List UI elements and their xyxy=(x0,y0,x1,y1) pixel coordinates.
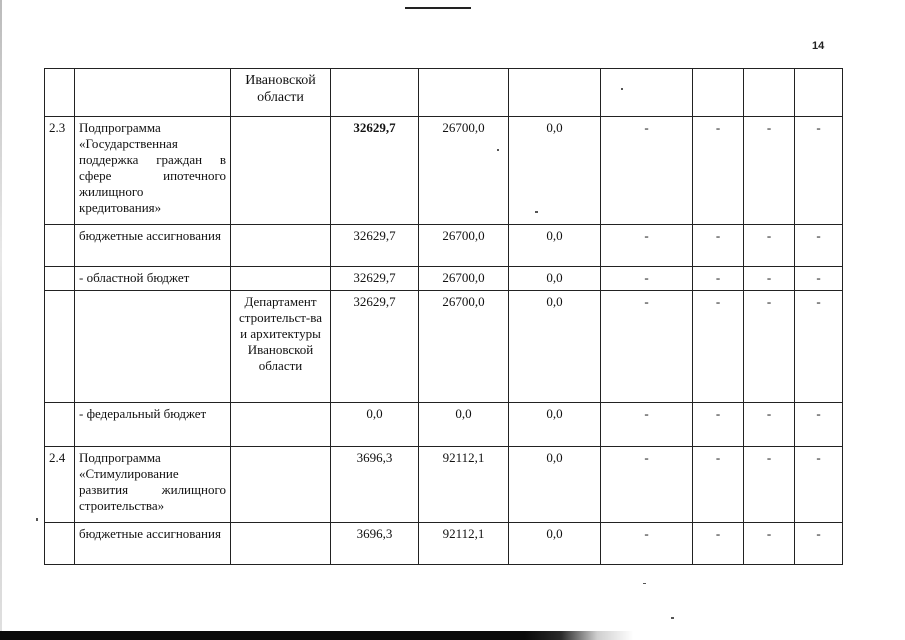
value-col-6: - xyxy=(744,523,795,565)
value-col-4: - xyxy=(601,117,693,225)
row-executor xyxy=(231,523,331,565)
row-name: - областной бюджет xyxy=(75,267,231,291)
table-row xyxy=(45,267,843,291)
table-row xyxy=(45,291,843,403)
value-col-5: - xyxy=(693,523,744,565)
value-col-7: - xyxy=(795,523,843,565)
value-col-6: - xyxy=(744,225,795,267)
row-executor: Департамент строительст-ва и архитектуры Ивановской области xyxy=(231,291,331,403)
value-col-2 xyxy=(419,69,509,117)
row-name: - федеральный бюджет xyxy=(75,403,231,447)
scan-bottom-edge xyxy=(0,631,905,640)
value-col-3: 0,0 xyxy=(509,291,601,403)
value-col-3: 0,0 xyxy=(509,523,601,565)
value-col-3: 0,0 xyxy=(509,403,601,447)
value-col-6: - xyxy=(744,117,795,225)
value-col-5: - xyxy=(693,267,744,291)
row-name: Подпрограмма «Государственная поддержка граждан в сфере ипотечного жилищного кредитования» xyxy=(75,117,231,225)
value-col-4: - xyxy=(601,225,693,267)
value-col-4: - xyxy=(601,447,693,523)
table-row xyxy=(45,69,843,117)
value-col-1: 32629,7 xyxy=(331,225,419,267)
value-col-7: - xyxy=(795,291,843,403)
row-number xyxy=(45,523,75,565)
table-row xyxy=(45,403,843,447)
row-name: бюджетные ассигнования xyxy=(75,523,231,565)
value-col-2: 92112,1 xyxy=(419,523,509,565)
value-col-7 xyxy=(795,69,843,117)
scan-speck xyxy=(621,88,623,90)
value-col-3 xyxy=(509,69,601,117)
row-name xyxy=(75,69,231,117)
scan-speck xyxy=(643,583,646,584)
row-executor xyxy=(231,117,331,225)
value-col-3: 0,0 xyxy=(509,447,601,523)
value-col-5: - xyxy=(693,225,744,267)
scan-speck xyxy=(497,149,499,151)
value-col-5 xyxy=(693,69,744,117)
value-col-2: 92112,1 xyxy=(419,447,509,523)
value-col-6 xyxy=(744,69,795,117)
value-col-1: 32629,7 xyxy=(331,117,419,225)
value-col-4 xyxy=(601,69,693,117)
value-col-1: 0,0 xyxy=(331,403,419,447)
value-col-7: - xyxy=(795,447,843,523)
value-col-1: 3696,3 xyxy=(331,447,419,523)
scan-speck xyxy=(535,211,538,213)
value-col-4: - xyxy=(601,403,693,447)
table-row xyxy=(45,523,843,565)
value-col-7: - xyxy=(795,267,843,291)
row-number: 2.4 xyxy=(45,447,75,523)
value-col-2: 26700,0 xyxy=(419,225,509,267)
page-number: 14 xyxy=(812,40,825,52)
value-col-7: - xyxy=(795,225,843,267)
header-rule xyxy=(405,7,471,9)
row-number xyxy=(45,69,75,117)
table-row xyxy=(45,225,843,267)
value-col-6: - xyxy=(744,291,795,403)
value-col-3: 0,0 xyxy=(509,117,601,225)
table-row xyxy=(45,447,843,523)
value-col-5: - xyxy=(693,117,744,225)
row-number xyxy=(45,403,75,447)
value-col-6: - xyxy=(744,447,795,523)
value-col-4: - xyxy=(601,523,693,565)
scan-speck xyxy=(671,617,674,619)
value-col-4: - xyxy=(601,267,693,291)
scan-left-edge xyxy=(0,0,2,640)
row-number xyxy=(45,225,75,267)
value-col-3: 0,0 xyxy=(509,267,601,291)
row-number: 2.3 xyxy=(45,117,75,225)
row-name: Подпрограмма «Стимулирование развития жилищного строительства» xyxy=(75,447,231,523)
budget-table xyxy=(44,68,843,565)
row-number xyxy=(45,291,75,403)
value-col-2: 26700,0 xyxy=(419,117,509,225)
value-col-2: 26700,0 xyxy=(419,291,509,403)
row-executor xyxy=(231,225,331,267)
scan-speck xyxy=(36,518,38,521)
row-name xyxy=(75,291,231,403)
value-col-7: - xyxy=(795,117,843,225)
row-name: бюджетные ассигнования xyxy=(75,225,231,267)
value-col-7: - xyxy=(795,403,843,447)
value-col-2: 0,0 xyxy=(419,403,509,447)
value-col-6: - xyxy=(744,267,795,291)
value-col-5: - xyxy=(693,291,744,403)
value-col-1: 3696,3 xyxy=(331,523,419,565)
value-col-4: - xyxy=(601,291,693,403)
row-executor: Ивановской области xyxy=(231,69,331,117)
value-col-1 xyxy=(331,69,419,117)
value-col-6: - xyxy=(744,403,795,447)
table-row xyxy=(45,117,843,225)
value-col-2: 26700,0 xyxy=(419,267,509,291)
row-executor xyxy=(231,447,331,523)
value-col-5: - xyxy=(693,447,744,523)
value-col-3: 0,0 xyxy=(509,225,601,267)
row-number xyxy=(45,267,75,291)
value-col-1: 32629,7 xyxy=(331,291,419,403)
value-col-5: - xyxy=(693,403,744,447)
value-col-1: 32629,7 xyxy=(331,267,419,291)
row-executor xyxy=(231,403,331,447)
row-executor xyxy=(231,267,331,291)
